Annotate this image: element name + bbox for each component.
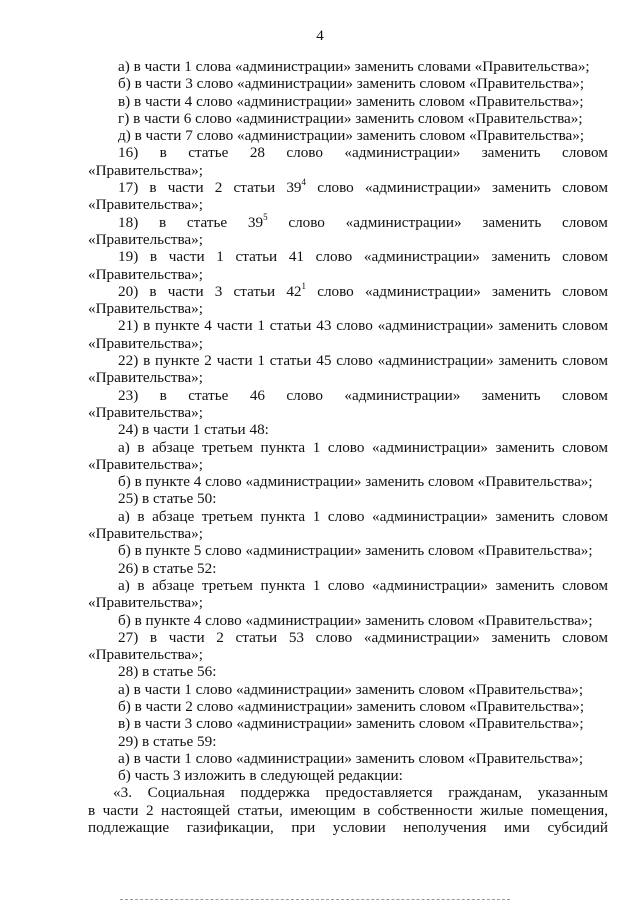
text-fragment: 20) в части 3 статьи 42 (118, 282, 302, 300)
word: в (159, 213, 167, 231)
word: 23) (118, 386, 139, 404)
quoted-text-line-3: подлежащие газификации, при условии неполучения ими субсидий (88, 819, 608, 837)
paragraph-20 (88, 280, 609, 300)
paragraph-28-heading: 28) в статье 56: (118, 663, 217, 681)
text-fragment: слово «администрации» заменить словом (306, 282, 609, 300)
word: 18) (118, 213, 139, 231)
paragraph-26b: б) в пункте 4 слово «администрации» заменить словом «Правительства»; (118, 611, 593, 629)
text-fragment: 17) в части 2 статьи 39 (118, 179, 302, 197)
paragraph-17 (88, 179, 608, 196)
word: статье (186, 213, 228, 231)
paragraph-26a-continuation: «Правительства»; (88, 594, 203, 612)
word: «администрации» (344, 386, 461, 404)
paragraph-28b: б) в части 2 слово «администрации» заменить словом «Правительства»; (118, 697, 585, 715)
word: слово (286, 144, 323, 162)
paragraph-18 (88, 211, 608, 231)
word: заменить (481, 386, 541, 404)
paragraph-26-heading: 26) в статье 52: (118, 559, 217, 577)
paragraph-26a: а) в абзаце третьем пункта 1 слово «администрации» заменить словом (118, 576, 608, 594)
paragraph-24a: а) в абзаце третьем пункта 1 слово «администрации» заменить словом (118, 438, 608, 456)
quoted-text-line-2: в части 2 настоящей статьи, имеющим в собственности жилые помещения, (88, 801, 608, 819)
paragraph-23 (88, 387, 608, 404)
paragraph-24b: б) в пункте 4 слово «администрации» заменить словом «Правительства»; (118, 473, 593, 491)
quoted-text-line-1: «3. Социальная поддержка предоставляется гражданам, указанным (113, 784, 608, 802)
paragraph-27-continuation: «Правительства»; (88, 646, 203, 664)
word: 16) (118, 144, 139, 162)
paragraph-24-heading: 24) в части 1 статьи 48: (118, 421, 269, 439)
paragraph-15d: г) в части 6 слово «администрации» заменить словом «Правительства»; (118, 109, 583, 127)
word: 28 (249, 144, 265, 162)
superscript: 1 (301, 280, 307, 291)
word: словом (562, 213, 608, 231)
word: статье (188, 144, 229, 162)
paragraph-25-heading: 25) в статье 50: (118, 490, 217, 508)
paragraph-19-continuation: «Правительства»; (88, 265, 203, 283)
paragraph-15c: в) в части 4 слово «администрации» заменить словом «Правительства»; (118, 92, 584, 110)
paragraph-29a: а) в части 1 слово «администрации» заменить словом «Правительства»; (118, 749, 584, 767)
word: словом (562, 144, 608, 162)
article-number: 39 (247, 213, 264, 231)
paragraph-21-continuation: «Правительства»; (88, 334, 203, 352)
paragraph-27: 27) в части 2 статьи 53 слово «администрации» заменить словом (118, 628, 608, 646)
scan-edge-line (120, 899, 510, 900)
word: в (159, 386, 167, 404)
word: «администрации» (344, 144, 461, 162)
word: 46 (249, 386, 265, 404)
paragraph-22-continuation: «Правительства»; (88, 369, 203, 387)
word: «администрации» (345, 213, 462, 231)
paragraph-18-continuation: «Правительства»; (88, 230, 203, 248)
text-fragment: слово «администрации» заменить словом (306, 179, 609, 197)
paragraph-28a: а) в части 1 слово «администрации» заменить словом «Правительства»; (118, 680, 584, 698)
superscript: 4 (301, 177, 307, 188)
paragraph-23-continuation: «Правительства»; (88, 403, 203, 421)
page-number: 4 (316, 28, 324, 44)
paragraph-29-heading: 29) в статье 59: (118, 732, 217, 750)
paragraph-15a: а) в части 1 слова «администрации» заменить словами «Правительства»; (118, 58, 590, 75)
word: слово (286, 386, 323, 404)
paragraph-19: 19) в части 1 статьи 41 слово «администрации» заменить словом (118, 248, 608, 266)
paragraph-15b: б) в части 3 слово «администрации» заменить словом «Правительства»; (118, 75, 585, 93)
paragraph-25a: а) в абзаце третьем пункта 1 слово «администрации» заменить словом (118, 507, 608, 525)
paragraph-28c: в) в части 3 слово «администрации» заменить словом «Правительства»; (118, 715, 584, 733)
document-body (88, 58, 608, 836)
paragraph-29b: б) часть 3 изложить в следующей редакции: (118, 767, 403, 785)
word: слово (288, 213, 325, 231)
paragraph-17-continuation: «Правительства»; (88, 196, 203, 214)
paragraph-16 (88, 144, 608, 161)
paragraph-15e: д) в части 7 слово «администрации» заменить словом «Правительства»; (118, 127, 585, 145)
paragraph-20-continuation: «Правительства»; (88, 300, 203, 318)
paragraph-25a-continuation: «Правительства»; (88, 525, 203, 543)
paragraph-25b: б) в пункте 5 слово «администрации» заменить словом «Правительства»; (118, 542, 593, 560)
word: статье (188, 386, 229, 404)
word: словом (562, 386, 608, 404)
superscript: 5 (263, 211, 268, 222)
paragraph-16-continuation: «Правительства»; (88, 161, 203, 179)
paragraph-22: 22) в пункте 2 части 1 статьи 45 слово «администрации» заменить словом (118, 352, 608, 370)
paragraph-21: 21) в пункте 4 части 1 статьи 43 слово «администрации» заменить словом (118, 317, 608, 335)
word: заменить (481, 144, 541, 162)
word: в (159, 144, 167, 162)
paragraph-24a-continuation: «Правительства»; (88, 455, 203, 473)
word (247, 211, 268, 231)
word: заменить (482, 213, 542, 231)
